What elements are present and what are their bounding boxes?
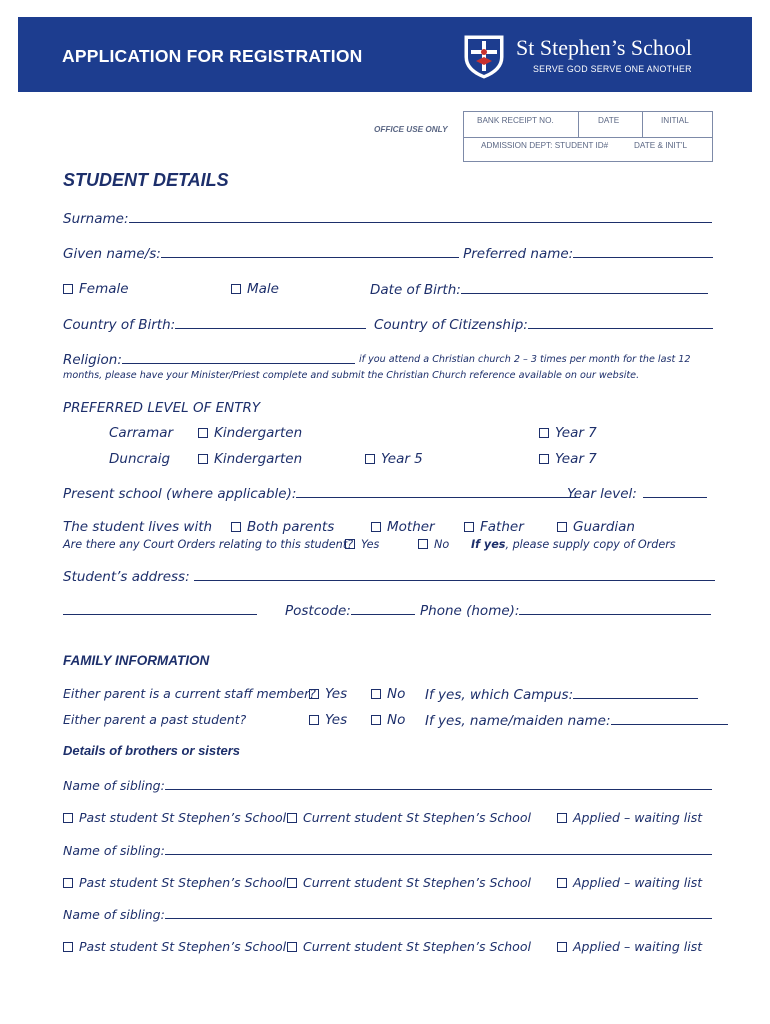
duncraig-year7[interactable]	[539, 451, 597, 467]
sibling-3-applied-checkbox[interactable]	[557, 942, 567, 952]
mother-label: Mother	[387, 519, 435, 535]
siblings-title: Details of brothers or sisters	[63, 743, 240, 758]
past-yes-checkbox[interactable]	[309, 715, 319, 725]
address-row	[63, 568, 715, 585]
sibling-1-label: Name of sibling:	[63, 778, 165, 793]
sibling-3-past-checkbox[interactable]	[63, 942, 73, 952]
sibling-1-past[interactable]	[63, 810, 286, 825]
lives-father[interactable]	[464, 519, 524, 535]
religion-field[interactable]	[122, 351, 355, 364]
past-yes-label: Yes	[325, 712, 348, 728]
postcode-row	[285, 602, 415, 619]
campus-carramar: Carramar	[109, 425, 174, 441]
staff-question: Either parent is a current staff member?	[63, 686, 316, 701]
female-label: Female	[79, 281, 129, 297]
court-yes[interactable]	[345, 538, 379, 551]
applied-label: Applied – waiting list	[573, 939, 703, 954]
family-info-title: FAMILY INFORMATION	[63, 653, 210, 668]
past-no-label: No	[387, 712, 406, 728]
duncraig-kindergarten-checkbox[interactable]	[198, 454, 208, 464]
religion-note-1: if you attend a Christian church 2 – 3 times per month for the last 12	[359, 354, 691, 365]
court-no[interactable]	[418, 538, 449, 551]
lives-guardian[interactable]	[557, 519, 635, 535]
address-label: Student’s address:	[63, 569, 190, 585]
sibling-1-past-checkbox[interactable]	[63, 813, 73, 823]
gender-male[interactable]	[231, 281, 279, 297]
country-birth-field[interactable]	[175, 316, 366, 329]
sibling-2-current[interactable]	[287, 875, 531, 890]
given-names-row	[63, 245, 713, 262]
date-init-label: DATE & INIT’L	[634, 141, 688, 150]
duncraig-year5[interactable]	[365, 451, 423, 467]
court-note-text: , please supply copy of Orders	[505, 538, 676, 551]
initial-label: INITIAL	[661, 116, 689, 125]
carramar-kindergarten-checkbox[interactable]	[198, 428, 208, 438]
court-orders-question: Are there any Court Orders relating to this student?	[63, 538, 354, 551]
applied-label: Applied – waiting list	[573, 810, 703, 825]
court-if-yes: If yes	[471, 538, 506, 551]
phone-field[interactable]	[519, 602, 711, 615]
year7-label: Year 7	[555, 451, 597, 467]
carramar-kindergarten[interactable]	[198, 425, 302, 441]
office-use-label: OFFICE USE ONLY	[374, 125, 448, 134]
lives-both-parents[interactable]	[231, 519, 334, 535]
present-school-row	[63, 485, 580, 502]
maiden-label: If yes, name/maiden name:	[425, 713, 611, 729]
sibling-2-past-checkbox[interactable]	[63, 878, 73, 888]
year-level-label: Year level:	[567, 486, 637, 502]
sibling-3-label: Name of sibling:	[63, 907, 165, 922]
sibling-2-current-checkbox[interactable]	[287, 878, 297, 888]
sibling-3-current[interactable]	[287, 939, 531, 954]
both-parents-checkbox[interactable]	[231, 522, 241, 532]
father-checkbox[interactable]	[464, 522, 474, 532]
sibling-1-current[interactable]	[287, 810, 531, 825]
postcode-field[interactable]	[351, 602, 415, 615]
entry-title: PREFERRED LEVEL OF ENTRY	[63, 400, 261, 416]
campus-label: If yes, which Campus:	[425, 687, 574, 703]
staff-yes-checkbox[interactable]	[309, 689, 319, 699]
postcode-label: Postcode:	[285, 603, 351, 619]
sibling-3-past[interactable]	[63, 939, 286, 954]
religion-note-2: months, please have your Minister/Priest complete and submit the Christian Church reference available on our website.	[63, 370, 640, 381]
country-citizenship-row	[374, 316, 713, 333]
past-student-label: Past student St Stephen’s School	[79, 939, 287, 954]
given-names-label: Given name/s:	[63, 246, 161, 262]
year7-label: Year 7	[555, 425, 597, 441]
sibling-1-applied[interactable]	[557, 810, 702, 825]
surname-row	[63, 210, 712, 227]
applied-label: Applied – waiting list	[573, 875, 703, 890]
sibling-3-field[interactable]	[165, 906, 712, 919]
past-student-label: Past student St Stephen’s School	[79, 810, 287, 825]
kindergarten-label: Kindergarten	[214, 451, 303, 467]
kindergarten-label: Kindergarten	[214, 425, 303, 441]
past-student-label: Past student St Stephen’s School	[79, 875, 287, 890]
sibling-1-field[interactable]	[165, 777, 712, 790]
country-citizenship-label: Country of Citizenship:	[374, 317, 528, 333]
maiden-field[interactable]	[611, 712, 728, 725]
dob-field[interactable]	[461, 281, 708, 294]
form-title: APPLICATION FOR REGISTRATION	[62, 46, 363, 66]
campus-row	[425, 686, 698, 703]
surname-label: Surname:	[63, 211, 129, 227]
female-checkbox[interactable]	[63, 284, 73, 294]
sibling-1-current-checkbox[interactable]	[287, 813, 297, 823]
current-student-label: Current student St Stephen’s School	[303, 810, 531, 825]
year-level-field[interactable]	[643, 485, 707, 498]
staff-yes[interactable]	[309, 686, 347, 702]
sibling-1-row	[63, 777, 712, 793]
mother-checkbox[interactable]	[371, 522, 381, 532]
preferred-name-field[interactable]	[573, 245, 713, 258]
current-student-label: Current student St Stephen’s School	[303, 875, 531, 890]
carramar-year7-checkbox[interactable]	[539, 428, 549, 438]
sibling-2-past[interactable]	[63, 875, 286, 890]
staff-no-checkbox[interactable]	[371, 689, 381, 699]
school-crest-icon	[462, 33, 506, 79]
court-yes-label: Yes	[361, 538, 380, 551]
header-banner	[18, 17, 752, 92]
phone-row	[420, 602, 711, 619]
religion-row	[63, 351, 355, 368]
date-label: DATE	[598, 116, 620, 125]
sibling-2-label: Name of sibling:	[63, 843, 165, 858]
year5-label: Year 5	[381, 451, 423, 467]
court-yes-checkbox[interactable]	[345, 539, 355, 549]
campus-duncraig: Duncraig	[109, 451, 171, 467]
gender-female[interactable]	[63, 281, 129, 297]
staff-no[interactable]	[371, 686, 405, 702]
past-question: Either parent a past student?	[63, 712, 247, 727]
sibling-2-applied[interactable]	[557, 875, 702, 890]
lives-with-label: The student lives with	[63, 519, 213, 535]
both-parents-label: Both parents	[247, 519, 335, 535]
sibling-1-applied-checkbox[interactable]	[557, 813, 567, 823]
address-field-2[interactable]	[63, 602, 257, 615]
court-no-checkbox[interactable]	[418, 539, 428, 549]
maiden-row	[425, 712, 728, 729]
sibling-2-field[interactable]	[165, 842, 712, 855]
address-field[interactable]	[194, 568, 715, 581]
country-birth-label: Country of Birth:	[63, 317, 176, 333]
religion-label: Religion:	[63, 352, 122, 368]
staff-yes-label: Yes	[325, 686, 348, 702]
lives-mother[interactable]	[371, 519, 435, 535]
court-no-label: No	[434, 538, 450, 551]
bank-receipt-label: BANK RECEIPT NO.	[477, 116, 554, 125]
present-school-label: Present school (where applicable):	[63, 486, 297, 502]
school-name: St Stephen’s School	[516, 35, 693, 60]
admission-label: ADMISSION DEPT: STUDENT ID#	[481, 141, 609, 150]
past-no[interactable]	[371, 712, 405, 728]
present-school-field[interactable]	[296, 485, 580, 498]
year-level-row	[567, 485, 707, 502]
sibling-2-applied-checkbox[interactable]	[557, 878, 567, 888]
address-line-2	[63, 602, 257, 619]
office-use-table	[463, 111, 713, 162]
given-names-field[interactable]	[161, 245, 459, 258]
past-no-checkbox[interactable]	[371, 715, 381, 725]
father-label: Father	[480, 519, 524, 535]
school-motto: SERVE GOD SERVE ONE ANOTHER	[533, 64, 692, 74]
preferred-name-label: Preferred name:	[463, 246, 574, 262]
dob-label: Date of Birth:	[370, 282, 461, 298]
student-details-title: STUDENT DETAILS	[63, 170, 229, 190]
duncraig-kindergarten[interactable]	[198, 451, 302, 467]
past-yes[interactable]	[309, 712, 347, 728]
staff-no-label: No	[387, 686, 406, 702]
guardian-checkbox[interactable]	[557, 522, 567, 532]
sibling-3-applied[interactable]	[557, 939, 702, 954]
sibling-3-current-checkbox[interactable]	[287, 942, 297, 952]
sibling-2-row	[63, 842, 712, 858]
court-note	[471, 538, 676, 551]
male-checkbox[interactable]	[231, 284, 241, 294]
duncraig-year5-checkbox[interactable]	[365, 454, 375, 464]
phone-label: Phone (home):	[420, 603, 520, 619]
dob-row	[370, 281, 708, 298]
surname-field[interactable]	[129, 210, 712, 223]
duncraig-year7-checkbox[interactable]	[539, 454, 549, 464]
country-birth-row	[63, 316, 366, 333]
carramar-year7[interactable]	[539, 425, 597, 441]
sibling-3-row	[63, 906, 712, 922]
campus-field[interactable]	[573, 686, 698, 699]
male-label: Male	[247, 281, 279, 297]
country-citizenship-field[interactable]	[528, 316, 713, 329]
guardian-label: Guardian	[573, 519, 635, 535]
current-student-label: Current student St Stephen’s School	[303, 939, 531, 954]
